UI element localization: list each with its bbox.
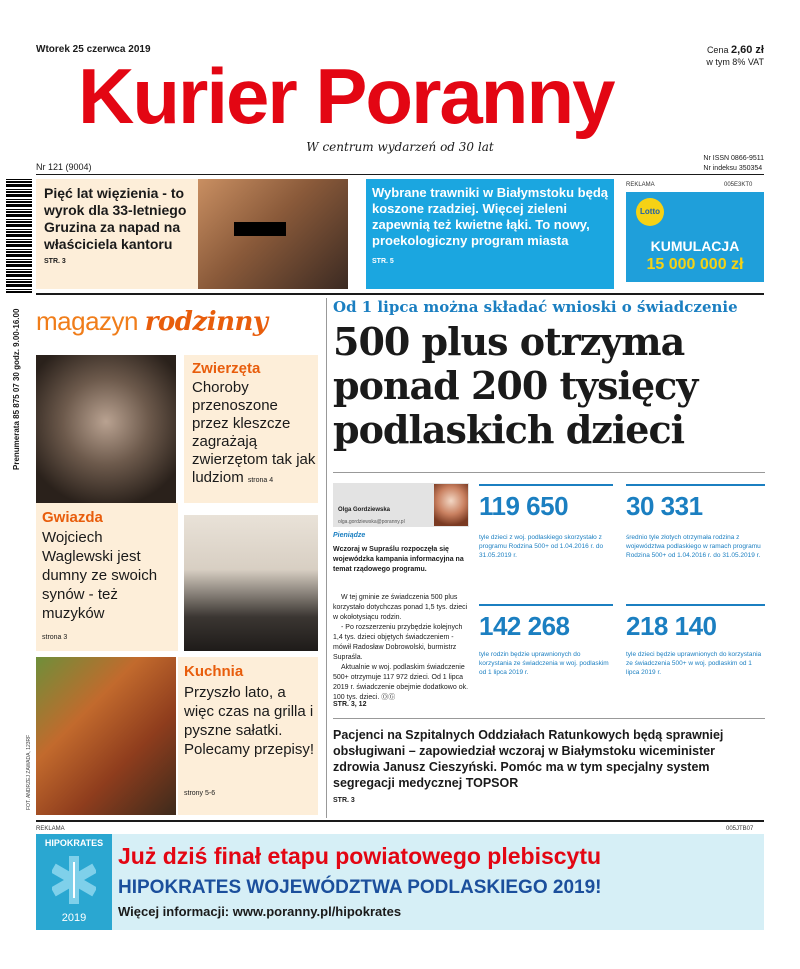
lotto-logo: Lotto [636, 198, 664, 226]
barcode [6, 178, 32, 293]
author-name: Olga Gordziewska [338, 507, 391, 513]
stat-number: 119 650 [479, 491, 569, 521]
kitchen-text: Przyszło lato, a więc czas na grilla i pyszne sałatki. Polecamy przepisy! [184, 684, 315, 758]
article-paragraph: Aktualnie w woj. podlaskim świadczenie 500+ otrzymuje 117 972 dzieci. Od 1 lipca 2019 r. świadczenie obejmie dodatkowo ok. 100 tys. dzieci. ⓄⒼ [333, 664, 469, 701]
bottom-ad-code: 005JTB07 [726, 826, 754, 832]
article-paragraph: - Po rozszerzeniu przybędzie kolejnych 1,4 tys. dzieci objętych świadczeniem - mówił Radosław Dobrowolski, burmistrz Supraśla. [333, 624, 463, 661]
ad-info-link[interactable]: Więcej informacji: www.poranny.pl/hipokrates [118, 904, 402, 919]
censor-bar [234, 222, 286, 236]
masthead-divider [36, 174, 764, 175]
section-label: Pieniądze [333, 532, 366, 539]
article-body [333, 593, 469, 703]
stat-rule [479, 604, 613, 606]
star-page: strona 3 [42, 634, 68, 641]
teaser-lawns-text[interactable]: Wybrane trawniki w Białymstoku będą koszone rzadziej. Więcej zieleni zapewnią też kwietne łąki. To nowy, proekologiczny program miasta [372, 185, 608, 248]
lotto-amount: 15 000 000 zł [646, 256, 744, 273]
issue-number: Nr 121 (9004) [36, 162, 92, 172]
price-label: Cena [706, 45, 729, 55]
price-block [706, 44, 764, 68]
animals-heading: Zwierzęta [192, 360, 261, 377]
newspaper-logo[interactable]: Kurier Poranny [78, 52, 614, 140]
stat-description: średnio tyle złotych otrzymała rodzina z województwa podlaskiego w ramach programu Rodzina 500+ od 1.04.2016 r. do 31.05.2019 r. [626, 534, 761, 559]
stat-rule [626, 604, 765, 606]
lotto-ad-label: REKLAMA [626, 182, 655, 188]
column-divider [326, 298, 327, 818]
hipokrates-logo-name: HIPOKRATES [44, 838, 104, 848]
subscription-info: Prenumerata 85 875 07 30 godz. 9.00-16.00 [12, 308, 21, 470]
headline-divider [333, 472, 765, 473]
ad-headline: Już dziś finał etapu powiatowego plebiscytu [118, 843, 602, 869]
price-value: 2,60 zł [730, 44, 764, 56]
magazine-title[interactable] [36, 306, 268, 337]
main-kicker: Od 1 lipca można składać wnioski o świadczenie [333, 298, 738, 316]
vat-note: w tym 8% VAT [706, 57, 764, 67]
teaser-court-page: STR. 3 [44, 258, 66, 265]
magazine-title-bold: rodzinny [144, 307, 268, 337]
kitchen-page: strony 5-6 [184, 790, 216, 797]
sor-story-page: STR. 3 [333, 797, 355, 804]
sor-story-text[interactable]: Pacjenci na Szpitalnych Oddziałach Ratunkowych będą sprawniej obsługiwani – zapowiedział wczoraj w Białymstoku wiceminister zdrowia Janusz Cieszyński. Pomóc ma w tym specjalny system segregacji medycznej TOPSOR [333, 728, 724, 790]
stat-rule [479, 484, 613, 486]
article-paragraph: W tej gminie ze świadczenia 500 plus korzystało dotychczas ponad 1,5 tys. dzieci w okołotysiącu rodzin. [333, 594, 468, 621]
stat-description: tyle rodzin będzie uprawnionych do korzystania ze świadczenia w woj. podlaskim od 1 lipca 2019 r. [479, 651, 609, 676]
lotto-ad-code: 005E3KT0 [724, 182, 753, 188]
slogan: W centrum wydarzeń od 30 lat [306, 140, 494, 154]
stat-number: 218 140 [626, 611, 717, 641]
author-photo [434, 484, 468, 526]
teaser-court-text[interactable]: Pięć lat więzienia - to wyrok dla 33-letniego Gruzina za napad na właściciela kantoru [44, 185, 187, 252]
issue-date: Wtorek 25 czerwca 2019 [36, 44, 151, 55]
stat-rule [626, 484, 765, 486]
bottom-ad-label: REKLAMA [36, 826, 65, 832]
bottom-divider [36, 820, 764, 822]
waglewski-photo [36, 355, 176, 503]
stat-description: tyle dzieci z woj. podlaskiego skorzystało z programu Rodzina 500+ od 1.04.2016 r. do 31.05.2019 r. [479, 534, 604, 559]
photo-credit: FOT. ANDRZEJ ZAWADA, 123RF [26, 734, 32, 810]
stat-number: 142 268 [479, 611, 570, 641]
star-of-life-icon [52, 852, 96, 908]
author-email: olga.gordziewska@poranny.pl [338, 519, 405, 525]
article-page-ref: STR. 3, 12 [333, 701, 367, 708]
star-text: Wojciech Waglewski jest dumny ze swoich synów - też muzyków [42, 529, 158, 622]
hipokrates-logo-year: 2019 [61, 912, 87, 924]
ad-subheadline: HIPOKRATES WOJEWÓDZTWA PODLASKIEGO 2019! [118, 877, 602, 898]
teaser-lawns-page: STR. 5 [372, 258, 394, 265]
teaser-divider [36, 293, 764, 295]
article-lead: Wczoraj w Supraślu rozpoczęła się wojewódzka kampania informacyjna na temat rządowego programu. [333, 546, 464, 573]
star-heading: Gwiazda [42, 509, 103, 526]
stat-description: tyle dzieci będzie uprawnionych do korzystania ze świadczenia 500+ w woj. podlaskim od 1 lipca 2019 r. [626, 651, 762, 676]
kitchen-heading: Kuchnia [184, 663, 244, 680]
animals-body: Choroby przenoszone przez kleszcze zagrażają zwierzętom tak jak ludziom [192, 379, 316, 486]
issn-block [703, 154, 764, 174]
story-divider [333, 718, 765, 719]
animals-text [192, 379, 316, 490]
animals-page: strona 4 [247, 477, 274, 484]
vet-dog-photo [184, 515, 318, 651]
magazine-title-light: magazyn [36, 306, 138, 336]
issn-number: Nr ISSN 0866-9511 [703, 155, 764, 162]
grill-photo [36, 657, 176, 815]
index-number: Nr indeksu 350354 [703, 165, 763, 172]
lotto-kumulacja: KUMULACJA [650, 238, 740, 254]
stat-number: 30 331 [626, 491, 703, 521]
main-headline[interactable]: 500 plus otrzyma ponad 200 tysięcy podlaskich dzieci [333, 319, 698, 452]
